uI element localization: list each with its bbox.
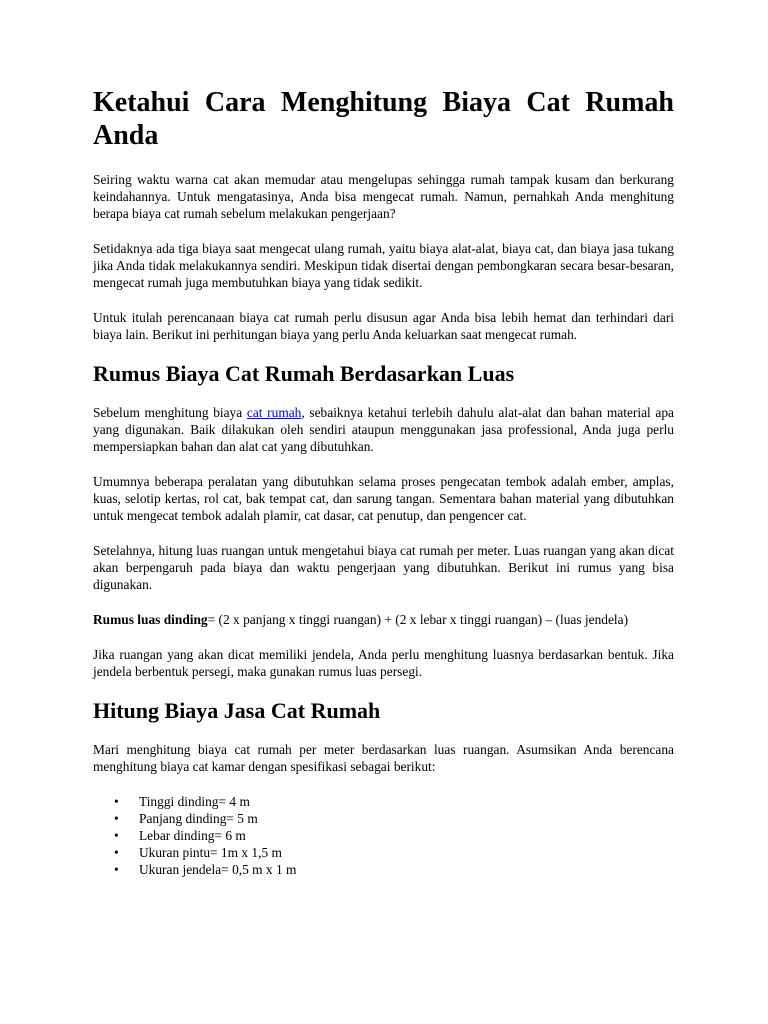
section2-paragraph-1: Mari menghitung biaya cat rumah per meter berdasarkan luas ruangan. Asumsikan Anda berencana menghitung biaya cat kamar dengan spesifikasi sebagai berikut:	[93, 742, 674, 774]
page-title: Ketahui Cara Menghitung Biaya Cat Rumah Anda	[93, 87, 674, 151]
section1-paragraph-1-rest: , sebaiknya ketahui terlebih dahulu alat-alat dan bahan material apa yang digunakan. Baik dilakukan oleh sendiri ataupun menggunakan jasa professional, Anda juga perlu mempersiapkan bahan dan alat cat yang dibutuhkan.	[93, 405, 674, 454]
section1-paragraph-3: Setelahnya, hitung luas ruangan untuk mengetahui biaya cat rumah per meter. Luas ruangan yang akan dicat akan berpengaruh pada biaya dan waktu pengerjaan yang dibutuhkan. Berikut ini rumus yang bisa digunakan.	[93, 543, 674, 592]
section-heading-jasa: Hitung Biaya Jasa Cat Rumah	[93, 698, 381, 723]
section1-paragraph-1-start: Sebelum menghitung biaya	[93, 405, 247, 420]
formula-text: = (2 x panjang x tinggi ruangan) + (2 x lebar x tinggi ruangan) – (luas jendela)	[207, 612, 629, 627]
list-item: • Ukuran pintu= 1m x 1,5 m	[139, 844, 674, 861]
section1-paragraph-4: Jika ruangan yang akan dicat memiliki jendela, Anda perlu menghitung luasnya berdasarkan bentuk. Jika jendela berbentuk persegi, maka gunakan rumus luas persegi.	[93, 647, 674, 679]
section1-paragraph-1	[93, 404, 674, 455]
cat-rumah-link[interactable]: cat rumah	[246, 405, 302, 420]
intro-paragraph-3: Untuk itulah perencanaan biaya cat rumah perlu disusun agar Anda bisa lebih hemat dan terhindari dari biaya lain. Berikut ini perhitungan biaya yang perlu Anda keluarkan saat mengecat rumah.	[93, 310, 674, 342]
specification-list	[93, 793, 674, 878]
document-page	[93, 86, 674, 878]
section1-paragraph-2: Umumnya beberapa peralatan yang dibutuhkan selama proses pengecatan tembok adalah ember, amplas, kuas, selotip kertas, rol cat, bak tempat cat, dan sarung tangan. Sementara bahan material yang dibutuhkan untuk mengecat tembok adalah plamir, cat dasar, cat penutup, dan pengencer cat.	[93, 474, 674, 523]
formula-paragraph	[93, 611, 674, 628]
list-item: • Ukuran jendela= 0,5 m x 1 m	[139, 861, 674, 878]
intro-paragraph-2: Setidaknya ada tiga biaya saat mengecat ulang rumah, yaitu biaya alat-alat, biaya cat, dan biaya jasa tukang jika Anda tidak melakukannya sendiri. Meskipun tidak disertai dengan pembongkaran secara besar-besaran, mengecat rumah juga membutuhkan biaya yang tidak sedikit.	[93, 241, 674, 290]
section-heading-rumus: Rumus Biaya Cat Rumah Berdasarkan Luas	[93, 361, 515, 386]
formula-label: Rumus luas dinding	[93, 612, 208, 627]
intro-paragraph-1: Seiring waktu warna cat akan memudar atau mengelupas sehingga rumah tampak kusam dan berkurang keindahannya. Untuk mengatasinya, Anda bisa mengecat rumah. Namun, pernahkah Anda menghitung berapa biaya cat rumah sebelum melakukan pengerjaan?	[93, 172, 674, 221]
list-item: • Lebar dinding= 6 m	[139, 827, 674, 844]
list-item: • Panjang dinding= 5 m	[139, 810, 674, 827]
list-item: • Tinggi dinding= 4 m	[139, 793, 674, 810]
